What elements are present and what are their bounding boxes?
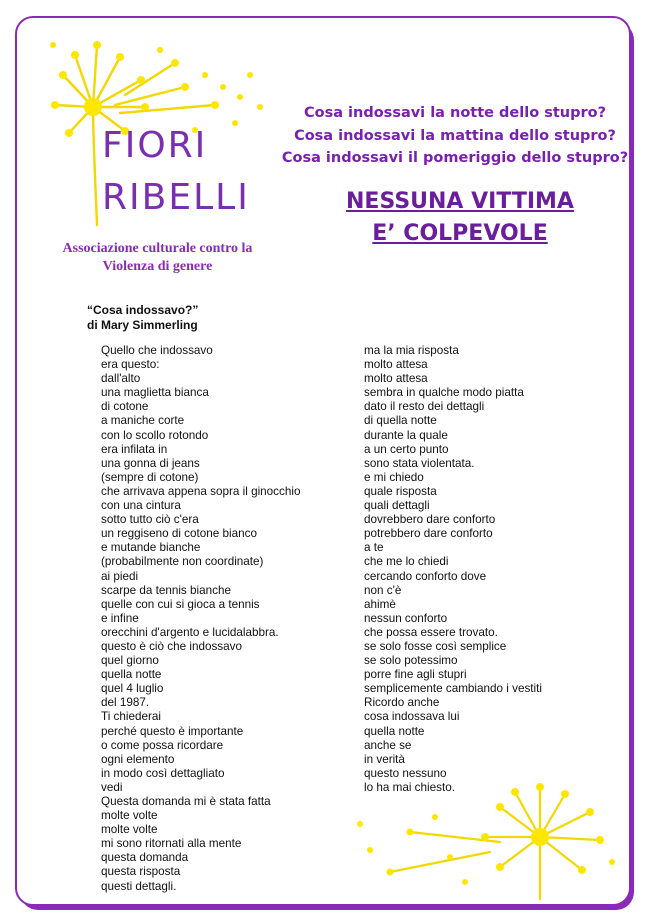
question-line: Cosa indossavi la mattina dello stupro? <box>294 127 616 144</box>
poem-line: ogni elemento <box>101 752 175 766</box>
poem-line: non c'è <box>364 583 402 597</box>
poem-line: con una cintura <box>101 499 181 513</box>
poem-column-1 <box>101 344 300 894</box>
poem-line: dato il resto dei dettagli <box>364 400 485 414</box>
poem-title-block <box>87 303 198 333</box>
poem-line: porre fine agli stupri <box>364 668 467 682</box>
poem-column-2 <box>364 344 542 795</box>
poem-line: Quello che indossavo <box>101 344 213 357</box>
poem-line: era infilata in <box>101 442 168 456</box>
poem-line: dall'alto <box>101 372 141 386</box>
poem-line: molto attesa <box>364 358 428 372</box>
logo-word-ribelli: RIBELLI <box>102 177 250 218</box>
poem-line: questo è ciò che indossavo <box>101 639 242 653</box>
poem-line: quella notte <box>364 724 425 738</box>
poem-line: cercando conforto dove <box>364 569 487 583</box>
poem-line: una gonna di jeans <box>101 456 200 470</box>
poem-line: se solo fosse così semplice <box>364 639 507 653</box>
poem-line: anche se <box>364 738 412 752</box>
poem-line: questo nessuno <box>364 766 447 780</box>
poem-line: orecchini d'argento e lucidalabbra. <box>101 625 279 639</box>
poem-line: a maniche corte <box>101 414 185 428</box>
poem-line: nessun conforto <box>364 611 448 625</box>
poem-line: a te <box>364 541 384 555</box>
poem-line: (probabilmente non coordinate) <box>101 555 264 569</box>
poem-line: ma la mia risposta <box>364 344 459 357</box>
logo-word-fiori: FIORI <box>102 125 208 166</box>
association-line: Associazione culturale contro la <box>62 241 253 256</box>
poem-line: Ti chiederai <box>101 710 161 724</box>
poem-line: perché questo è importante <box>101 724 244 738</box>
poem-line: vedi <box>101 780 123 794</box>
poem-line: molte volte <box>101 823 158 837</box>
poem-line: che possa essere trovato. <box>364 625 498 639</box>
association-caption <box>40 240 275 276</box>
poem-line: sono stata violentata. <box>364 456 475 470</box>
poem-line: molto attesa <box>364 372 428 386</box>
poem-line: cosa indossava lui <box>364 710 460 724</box>
question-line: Cosa indossavi la notte dello stupro? <box>303 105 606 121</box>
poem-line: e mutande bianche <box>101 541 201 555</box>
association-line: Violenza di genere <box>102 259 213 274</box>
poem-author: di Mary Simmerling <box>87 318 198 332</box>
poem-line: questa domanda <box>101 851 189 865</box>
poem-line: quelle con cui si gioca a tennis <box>101 597 260 611</box>
poem-line: in modo così dettagliato <box>101 766 225 780</box>
poem-line: sembra in qualche modo piatta <box>364 386 524 400</box>
poem-line: di quella notte <box>364 414 437 428</box>
poem-line: a un certo punto <box>364 442 449 456</box>
poem-line: ai piedi <box>101 569 139 583</box>
poem-line: scarpe da tennis bianche <box>101 583 231 597</box>
poem-line: quali dettagli <box>364 499 430 513</box>
poem-line: in verità <box>364 752 405 766</box>
poem-line: questa risposta <box>101 865 181 879</box>
poem-line: era questo: <box>101 358 160 372</box>
poem-line: quale risposta <box>364 484 437 498</box>
poem-line: o come possa ricordare <box>101 738 224 752</box>
questions-block <box>270 102 640 170</box>
poem-line: una maglietta bianca <box>101 386 209 400</box>
poem-line: che me lo chiedi <box>364 555 449 569</box>
poem-line: con lo scollo rotondo <box>101 428 209 442</box>
poem-line: questi dettagli. <box>101 879 177 893</box>
poem-line: se solo potessimo <box>364 654 458 668</box>
dandelion-decoration-icon <box>350 782 625 900</box>
poem-line: e mi chiedo <box>364 470 424 484</box>
poem-line: mi sono ritornati alla mente <box>101 837 242 851</box>
poem-line: ahimè <box>364 597 396 611</box>
poem-line: Questa domanda mi è stata fatta <box>101 795 271 808</box>
question-line: Cosa indossavi il pomeriggio dello stupro? <box>281 150 629 166</box>
poem-line: quel giorno <box>101 654 159 668</box>
poem-line: semplicemente cambiando i vestiti <box>364 682 542 696</box>
poem-line: quel 4 luglio <box>101 682 164 696</box>
poem-line: e infine <box>101 611 139 625</box>
poem-line: un reggiseno di cotone bianco <box>101 527 257 541</box>
headline-line: E’ COLPEVOLE <box>372 221 548 246</box>
poem-line: molte volte <box>101 809 158 823</box>
poem-line: lo ha mai chiesto. <box>364 780 455 794</box>
poem-line: quella notte <box>101 668 162 682</box>
poem-line: di cotone <box>101 400 149 414</box>
headline <box>300 186 620 250</box>
poem-line: che arrivava appena sopra il ginocchio <box>101 484 301 498</box>
poem-line: potrebbero dare conforto <box>364 527 493 541</box>
poem-line: (sempre di cotone) <box>101 470 199 484</box>
poem-title: “Cosa indossavo?” <box>87 303 199 317</box>
poem-line: Ricordo anche <box>364 696 440 710</box>
poem-line: durante la quale <box>364 428 448 442</box>
headline-line: NESSUNA VITTIMA <box>346 189 574 214</box>
poem-line: sotto tutto ciò c'era <box>101 513 199 527</box>
poem-line: del 1987. <box>101 696 150 710</box>
poem-line: dovrebbero dare conforto <box>364 513 496 527</box>
